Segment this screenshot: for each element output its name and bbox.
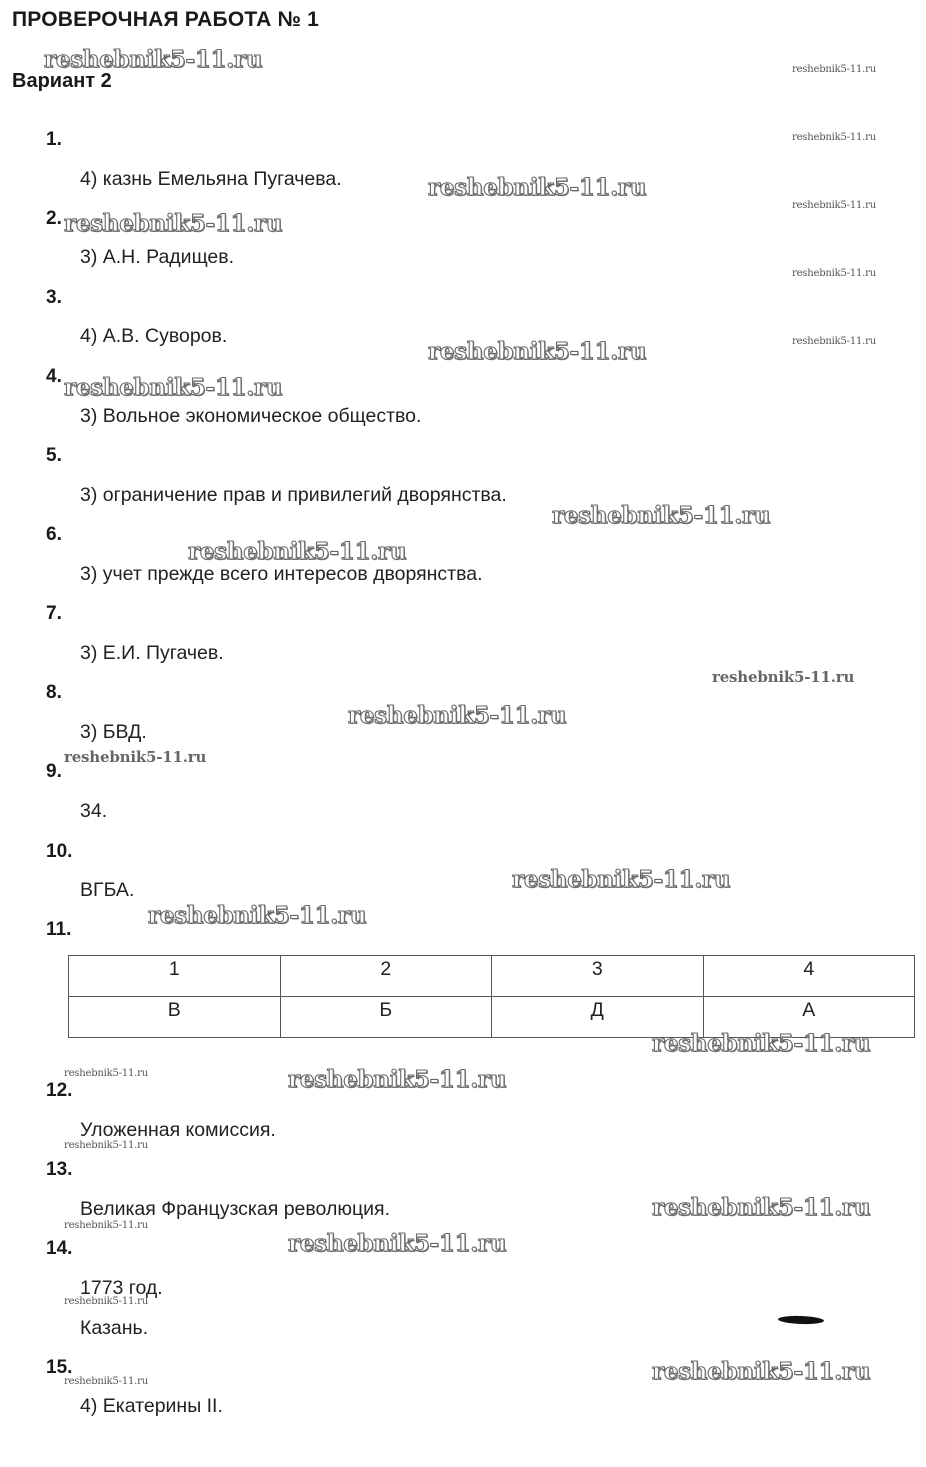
answer-text: 3) БВД. bbox=[80, 721, 147, 743]
answer-text: 3) А.Н. Радищев. bbox=[80, 246, 235, 268]
watermark: reshebnik5-11.ru bbox=[64, 374, 283, 401]
question-number: 15. bbox=[46, 1357, 73, 1378]
page-title: ПРОВЕРОЧНАЯ РАБОТА № 1 bbox=[12, 8, 319, 31]
question-number: 13. bbox=[46, 1159, 73, 1180]
watermark: reshebnik5-11.ru bbox=[652, 1358, 871, 1385]
table-header-cell: 3 bbox=[492, 956, 704, 997]
watermark: reshebnik5-11.ru bbox=[428, 174, 647, 201]
answer-text: 3) учет прежде всего интересов дворянства. bbox=[80, 563, 483, 585]
answer-text: ВГБА. bbox=[80, 879, 135, 901]
watermark: reshebnik5-11.ru bbox=[792, 64, 876, 75]
question-number: 5. bbox=[46, 445, 62, 466]
question-number: 7. bbox=[46, 603, 62, 624]
answer-table bbox=[68, 955, 915, 1038]
table-header-cell: 1 bbox=[69, 956, 281, 997]
question-number: 1. bbox=[46, 129, 62, 150]
answer-text: 4) Екатерины II. bbox=[80, 1395, 223, 1417]
question-number: 4. bbox=[46, 366, 62, 387]
watermark: reshebnik5-11.ru bbox=[428, 338, 647, 365]
watermark: reshebnik5-11.ru bbox=[64, 748, 207, 766]
answer-text: 4) А.В. Суворов. bbox=[80, 325, 228, 347]
table-row bbox=[69, 956, 915, 997]
table-cell: В bbox=[69, 997, 281, 1038]
question-number: 2. bbox=[46, 208, 62, 229]
answer-text: 1773 год. bbox=[80, 1277, 163, 1299]
table-header-cell: 2 bbox=[280, 956, 492, 997]
watermark: reshebnik5-11.ru bbox=[64, 1068, 148, 1079]
watermark: reshebnik5-11.ru bbox=[552, 502, 771, 529]
table-cell: Б bbox=[280, 997, 492, 1038]
question-number: 11. bbox=[46, 919, 72, 940]
answer-text: 4) казнь Емельяна Пугачева. bbox=[80, 168, 342, 190]
answer-text: Уложенная комиссия. bbox=[80, 1119, 276, 1141]
question-number: 6. bbox=[46, 524, 62, 545]
watermark: reshebnik5-11.ru bbox=[792, 132, 876, 143]
watermark: reshebnik5-11.ru bbox=[792, 336, 876, 347]
answer-text: 34. bbox=[80, 800, 108, 822]
watermark: reshebnik5-11.ru bbox=[64, 1220, 148, 1231]
watermark: reshebnik5-11.ru bbox=[148, 902, 367, 929]
question-number: 10. bbox=[46, 841, 73, 862]
watermark: reshebnik5-11.ru bbox=[652, 1030, 871, 1057]
watermark: reshebnik5-11.ru bbox=[44, 46, 263, 73]
answer-text: 3) Вольное экономическое общество. bbox=[80, 405, 422, 427]
watermark: reshebnik5-11.ru bbox=[64, 1296, 148, 1307]
ink-smudge bbox=[778, 1315, 824, 1325]
watermark: reshebnik5-11.ru bbox=[348, 702, 567, 729]
answer-text: Великая Французская революция. bbox=[80, 1198, 391, 1220]
watermark: reshebnik5-11.ru bbox=[792, 268, 876, 279]
watermark: reshebnik5-11.ru bbox=[792, 200, 876, 211]
question-number: 12. bbox=[46, 1080, 73, 1101]
watermark: reshebnik5-11.ru bbox=[712, 668, 855, 686]
question-number: 14. bbox=[46, 1238, 73, 1259]
watermark: reshebnik5-11.ru bbox=[288, 1230, 507, 1257]
table-cell: А bbox=[703, 997, 915, 1038]
watermark: reshebnik5-11.ru bbox=[64, 1140, 148, 1151]
table-header-cell: 4 bbox=[703, 956, 915, 997]
variant-label: Вариант 2 bbox=[12, 70, 112, 92]
answer-text: 3) Е.И. Пугачев. bbox=[80, 642, 224, 664]
table-cell: Д bbox=[492, 997, 704, 1038]
question-number: 8. bbox=[46, 682, 62, 703]
watermark: reshebnik5-11.ru bbox=[512, 866, 731, 893]
watermark: reshebnik5-11.ru bbox=[652, 1194, 871, 1221]
watermark: reshebnik5-11.ru bbox=[188, 538, 407, 565]
question-number: 9. bbox=[46, 761, 62, 782]
answer-text: 3) ограничение прав и привилегий дворянства. bbox=[80, 484, 507, 506]
answer-text: Казань. bbox=[80, 1317, 149, 1339]
question-number: 3. bbox=[46, 287, 62, 308]
watermark: reshebnik5-11.ru bbox=[64, 1376, 148, 1387]
watermark: reshebnik5-11.ru bbox=[64, 210, 283, 237]
watermark: reshebnik5-11.ru bbox=[288, 1066, 507, 1093]
